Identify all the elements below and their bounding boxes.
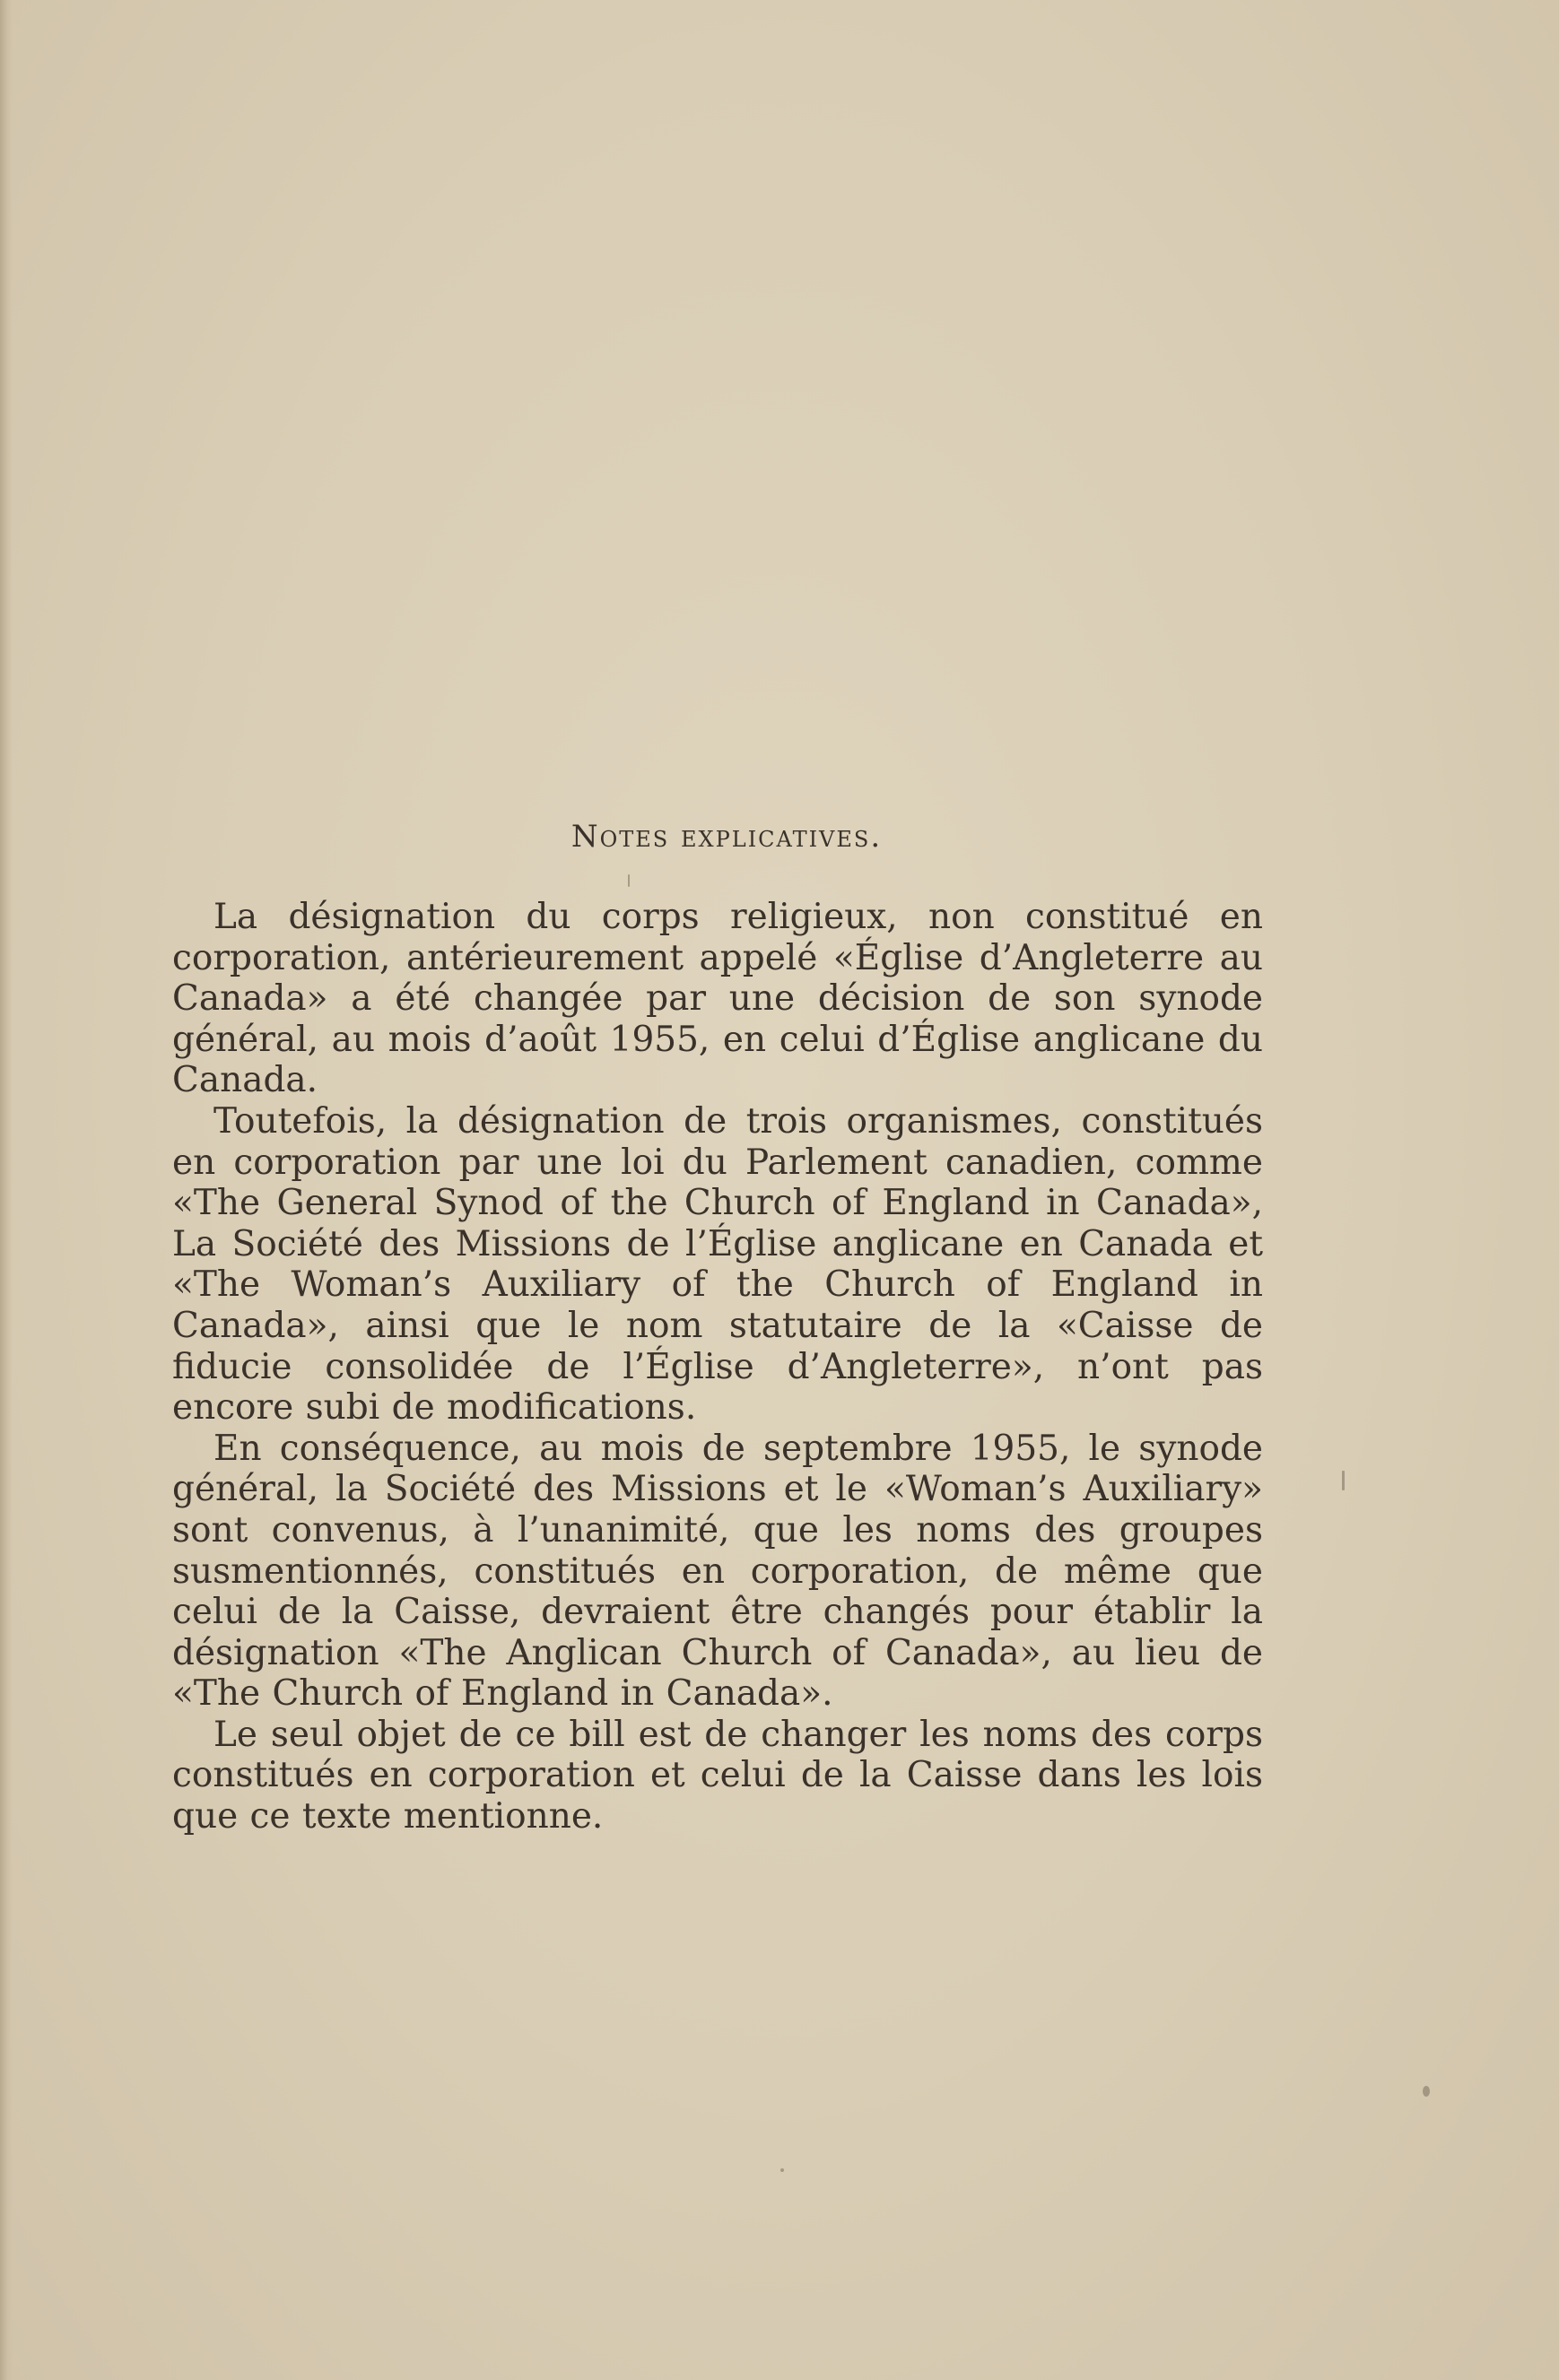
explanatory-notes	[172, 814, 1263, 1837]
binding-edge	[0, 0, 13, 2380]
paper-speck	[780, 2168, 784, 2172]
paper-speck	[1342, 1471, 1345, 1490]
notes-paragraph-4: Le seul objet de ce bill est de changer les noms des corps constitués en corporation et celui de la Caisse dans les lois que ce texte mentionne.	[172, 1714, 1263, 1837]
notes-heading: Notes explicatives.	[570, 819, 883, 855]
paper-speck	[1423, 2086, 1430, 2097]
notes-paragraph-3: En conséquence, au mois de septembre 1955, le synode général, la Société des Missions et le «Woman’s Auxiliary» sont convenus, à l’unanimité, que les noms des groupes susmentionnés, constitués en corporation, de même que celui de la Caisse, devraient être changés pour établir la désignation «The Anglican Church of Canada», au lieu de «The Church of England in Canada».	[172, 1428, 1263, 1715]
notes-paragraph-1: La désignation du corps religieux, non constitué en corporation, antérieurement appelé «Église d’Angleterre au Canada» a été changée par une décision de son synode général, au mois d’août 1955, en celui d’Église anglicane du Canada.	[172, 897, 1263, 1101]
notes-paragraph-2: Toutefois, la désignation de trois organismes, constitués en corporation par une loi du Parlement canadien, comme «The General Synod of the Church of England in Canada», La Société des Missions de l’Église anglicane en Canada et «The Woman’s Auxiliary of the Church of England in Canada», ainsi que le nom statutaire de la «Caisse de fiducie consolidée de l’Église d’Angleterre», n’ont pas encore subi de modifications.	[172, 1100, 1263, 1429]
